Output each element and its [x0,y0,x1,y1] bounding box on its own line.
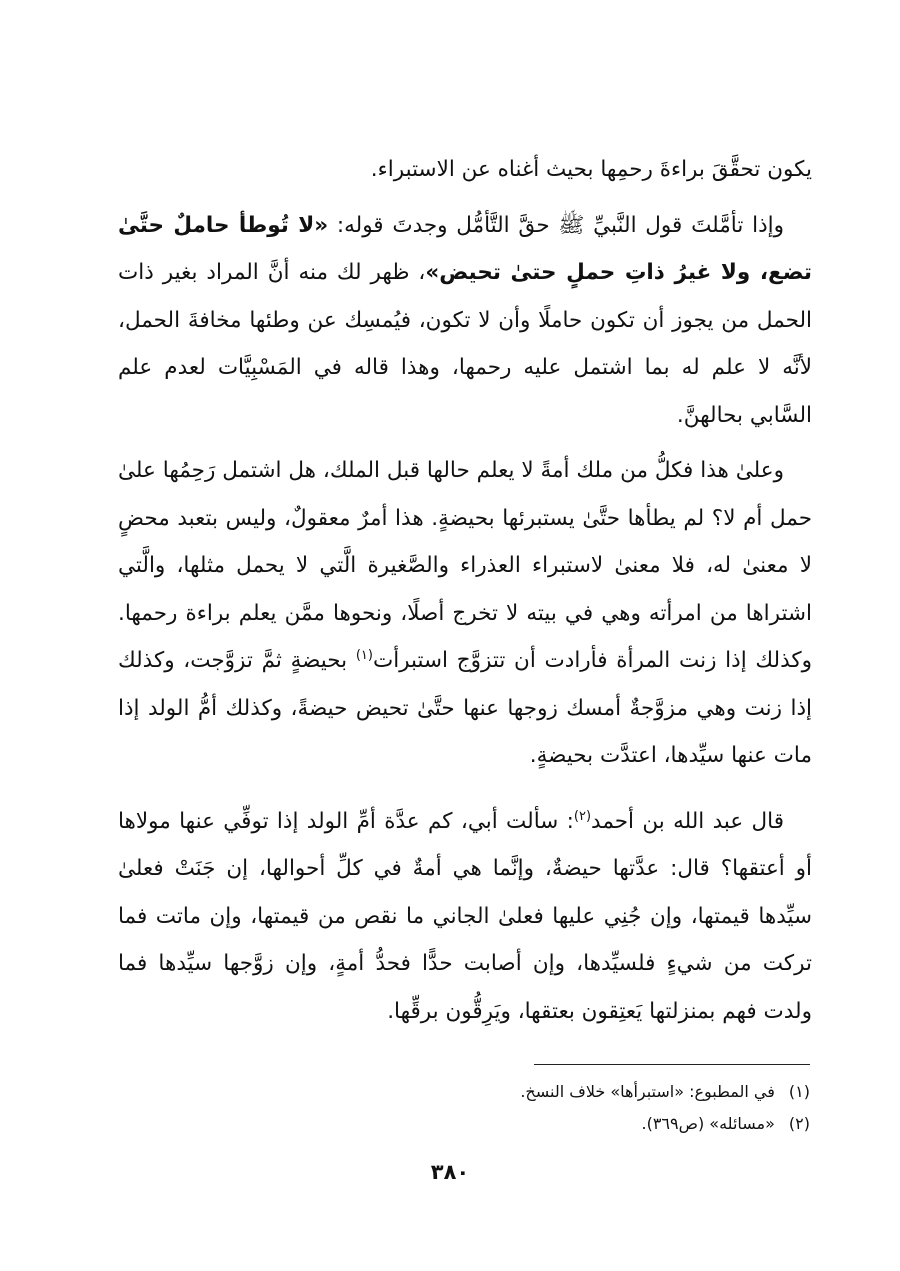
footnote-2-text: «مسائله» (ص٣٦٩). [641,1114,775,1133]
hadith-quote: «لا تُوطأ حاملٌ حتَّىٰ تضع، ولا غيرُ ذاتِ حملٍ حتىٰ تحيض» [118,212,812,285]
page-number: ٣٨٠ [430,1160,470,1184]
footnote-marker-2: (٢) [573,808,592,824]
footnote-marker-1: (١) [355,647,373,663]
paragraph-3 [118,447,812,780]
footnote-1-text: في المطبوع: «استبرأها» خلاف النسخ. [520,1082,775,1101]
footnote-1-number: (١) [788,1082,810,1101]
paragraph-1-text: يكون تحقَّقَ براءةَ رحمِها بحيث أغناه عن الاستبراء. [370,157,812,182]
main-text [118,146,812,1035]
paragraph-2-intro: وإذا تأمَّلتَ قول النَّبيِّ ﷺ حقَّ التَّأمُّل وجدتَ قوله: [328,212,785,238]
paragraph-3-before-note: وعلىٰ هذا فكلُّ من ملك أمةً لا يعلم حالها قبل الملك، هل اشتمل رَحِمُها علىٰ حمل أم لا؟ لم يطأها حتَّىٰ يستبرئها بحيضةٍ. هذا أمرٌ معقولٌ، وليس بتعبد محضٍ لا معنىٰ له، فلا معنىٰ لاستبراء العذراء والصَّغيرة الَّتي لا يحمل مثلها، والَّتي اشتراها من امرأته وهي في بيته لا تخرج أصلًا، ونحوها ممَّن يعلم براءة رحمها. وكذلك إذا زنت المرأة فأرادت أن تتزوَّج استبرأت [118,458,812,673]
footnotes [118,1076,810,1140]
paragraph-1 [118,146,812,194]
footnote-1 [118,1076,810,1108]
paragraph-2 [118,202,812,440]
paragraph-4-after-note: : سألت أبي، كم عدَّة أمِّ الولد إذا توفِّي عنها مولاها أو أعتقها؟ قال: عدَّتها حيضةٌ، وإنَّما هي أمةٌ في كلِّ أحوالها، إن جَنَتْ فعلىٰ سيِّدها قيمتها، وإن جُنِي عليها فعلىٰ الجاني ما نقص من قيمتها، وإن ماتت فما تركت من شيءٍ فلسيِّدها، وإن أصابت حدًّا فحدُّ أمةٍ، وإن زوَّجها سيِّدها فما ولدت فهم بمنزلتها يَعتِقون بعتقها، ويَرِقُّون برقِّها. [118,808,812,1024]
paragraph-2-rest: ، ظهر لك منه أنَّ المراد بغير ذات الحمل من يجوز أن تكون حاملًا وأن لا تكون، فيُمسِك عن وطئها مخافةَ الحمل، لأنَّه لا علم له بما اشتمل عليه رحمها، وهذا قاله في المَسْبِيَّات لعدم علم السَّابي بحالهنَّ. [118,260,812,428]
paragraph-3-after-note: بحيضةٍ ثمَّ تزوَّجت، وكذلك إذا زنت وهي مزوَّجةٌ أمسك زوجها عنها حتَّىٰ تحيض حيضةً، وكذلك أمُّ الولد إذا مات عنها سيِّدها، اعتدَّت بحيضةٍ. [118,648,812,768]
paragraph-4-before-note: قال عبد الله بن أحمد [591,808,785,834]
footnote-separator [534,1064,810,1065]
paragraph-4 [118,798,812,1036]
footnote-2-number: (٢) [788,1114,810,1133]
footnote-2 [118,1108,810,1140]
